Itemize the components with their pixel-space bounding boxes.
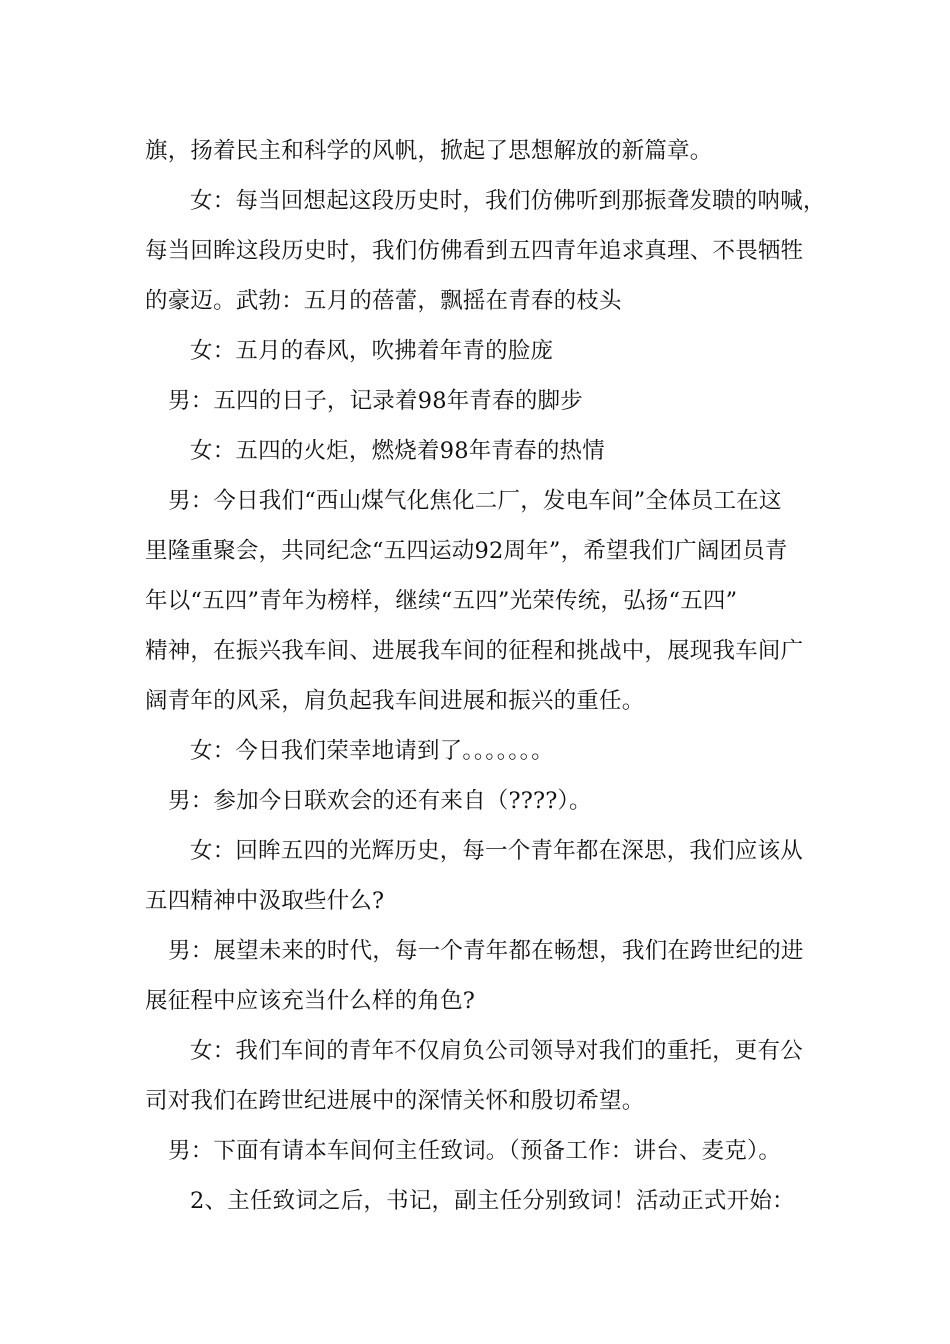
text-line: 五四精神中汲取些什么? (145, 888, 385, 914)
text-line: 男：展望未来的时代，每一个青年都在畅想，我们在跨世纪的进 (168, 938, 804, 964)
text-line: 的豪迈。武勃：五月的蓓蕾，飘摇在青春的枝头 (145, 288, 622, 314)
text-line: 司对我们在跨世纪进展中的深情关怀和殷切希望。 (145, 1088, 645, 1114)
text-line: 2、主任致词之后，书记，副主任分别致词！活动正式开始： (190, 1188, 795, 1214)
text-line: 女：今日我们荣幸地请到了。。。。。。。 (190, 738, 554, 764)
text-line: 男：参加今日联欢会的还有来自（????）。 (168, 788, 592, 814)
text-line: 男：下面有请本车间何主任致词。（预备工作：讲台、麦克）。 (168, 1138, 782, 1164)
text-line: 每当回眸这段历史时，我们仿佛看到五四青年追求真理、不畏牺牲 (145, 238, 804, 264)
text-line: 女：五月的春风，吹拂着年青的脸庞 (190, 338, 554, 364)
text-line: 女：五四的火炬，燃烧着98年青春的热情 (190, 438, 605, 464)
text-line: 男：五四的日子，记录着98年青春的脚步 (168, 388, 583, 414)
text-line: 展征程中应该充当什么样的角色? (145, 988, 476, 1014)
text-line: 女：我们车间的青年不仅肩负公司领导对我们的重托，更有公 (190, 1038, 803, 1064)
text-line: 女：每当回想起这段历史时，我们仿佛听到那振聋发聩的呐喊， (190, 188, 826, 214)
text-line: 阔青年的风采，肩负起我车间进展和振兴的重任。 (145, 688, 645, 714)
text-line: 旗，扬着民主和科学的风帆，掀起了思想解放的新篇章。 (145, 138, 713, 164)
text-line: 女：回眸五四的光辉历史，每一个青年都在深思，我们应该从 (190, 838, 803, 864)
text-line: 里隆重聚会，共同纪念“五四运动92周年”，希望我们广阔团员青 (145, 538, 788, 564)
text-line: 男：今日我们“西山煤气化焦化二厂，发电车间”全体员工在这 (168, 488, 782, 514)
text-line: 年以“五四”青年为榜样，继续“五四”光荣传统，弘扬“五四” (145, 588, 738, 614)
text-line: 精神，在振兴我车间、进展我车间的征程和挑战中，展现我车间广 (145, 638, 804, 664)
